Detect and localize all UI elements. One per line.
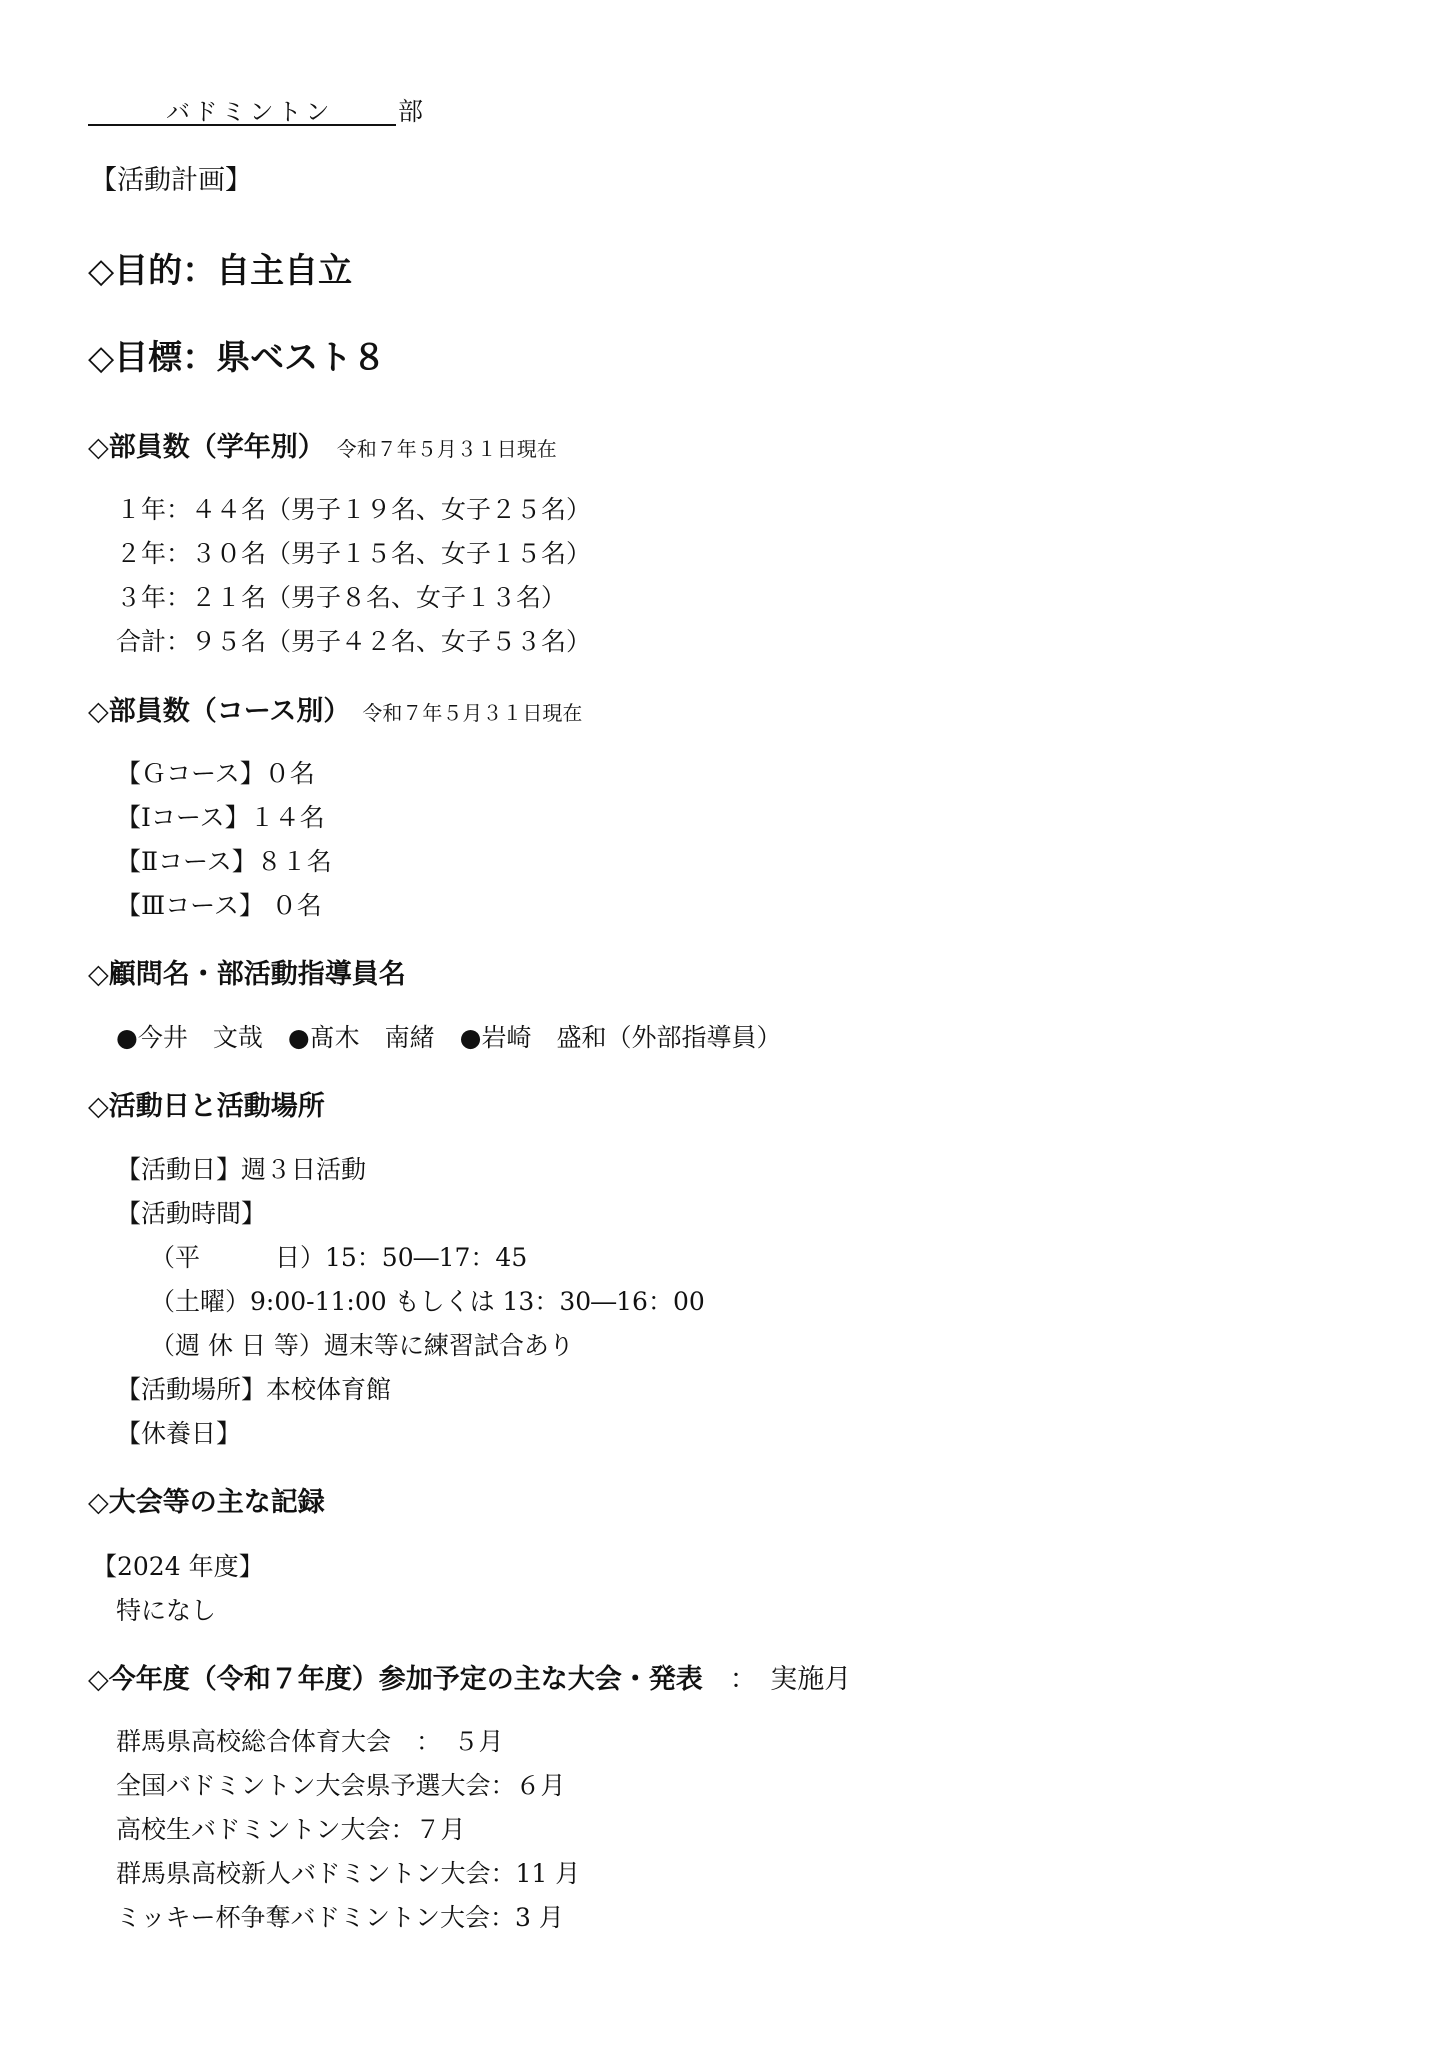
activity-time-saturday: （土曜）9:00-11:00 もしくは 13：30―16：00	[150, 1287, 705, 1316]
members-grade-title: ◇部員数（学年別）	[88, 432, 325, 463]
grade-row-2: ２年：３０名（男子１５名、女子１５名）	[116, 539, 592, 568]
events-month-label: ： 実施月	[702, 1664, 852, 1695]
activity-time-weekday: （平 日）15：50―17：45	[150, 1243, 528, 1272]
events-title: ◇今年度（令和７年度）参加予定の主な大会・発表	[88, 1664, 703, 1695]
course-row-1: 【Ⅰコース】１４名	[116, 803, 325, 832]
members-course-heading	[88, 689, 582, 728]
activity-rest-day: 【休養日】	[116, 1419, 242, 1448]
records-detail: 特になし	[116, 1596, 217, 1625]
members-course-as-of: 令和７年５月３１日現在	[362, 701, 583, 725]
grade-row-1: １年：４４名（男子１９名、女子２５名）	[116, 495, 592, 524]
activity-days: 【活動日】週３日活動	[116, 1155, 367, 1184]
event-row-5: ミッキー杯争奪バドミントン大会：3 月	[116, 1903, 564, 1932]
members-grade-heading	[88, 425, 557, 464]
course-row-3: 【Ⅲコース】 ０名	[116, 891, 322, 920]
records-heading: ◇大会等の主な記録	[88, 1487, 325, 1518]
events-heading	[88, 1657, 851, 1696]
event-row-4: 群馬県高校新人バドミントン大会：11 月	[116, 1859, 581, 1888]
advisors-list: ●今井 文哉 ●髙木 南緒 ●岩崎 盛和（外部指導員）	[116, 1023, 782, 1052]
grade-row-total: 合計：９５名（男子４２名、女子５３名）	[116, 627, 592, 656]
club-name-field	[88, 92, 396, 126]
plan-title: 【活動計画】	[90, 165, 252, 196]
goal-heading: ◇目標：県ベスト８	[88, 338, 387, 378]
course-row-2: 【Ⅱコース】８１名	[116, 847, 332, 876]
grade-row-3: ３年：２１名（男子８名、女子１３名）	[116, 583, 567, 612]
advisors-heading: ◇顧問名・部活動指導員名	[88, 959, 406, 990]
members-grade-as-of: 令和７年５月３１日現在	[336, 437, 557, 461]
activity-heading: ◇活動日と活動場所	[88, 1091, 325, 1122]
activity-time-weekend: （週 休 日 等）週末等に練習試合あり	[150, 1331, 574, 1360]
club-suffix: 部	[398, 97, 424, 126]
event-row-2: 全国バドミントン大会県予選大会：６月	[116, 1771, 566, 1800]
event-row-1: 群馬県高校総合体育大会 ： ５月	[116, 1727, 504, 1756]
club-name: バドミントン	[166, 98, 334, 126]
purpose-heading: ◇目的：自主自立	[88, 251, 353, 291]
event-row-3: 高校生バドミントン大会：７月	[116, 1815, 466, 1844]
activity-place: 【活動場所】本校体育館	[116, 1375, 392, 1404]
records-year: 【2024 年度】	[92, 1552, 264, 1581]
activity-time-label: 【活動時間】	[116, 1199, 267, 1228]
members-course-title: ◇部員数（コース別）	[88, 696, 351, 727]
course-row-g: 【Ｇコース】０名	[116, 759, 315, 788]
